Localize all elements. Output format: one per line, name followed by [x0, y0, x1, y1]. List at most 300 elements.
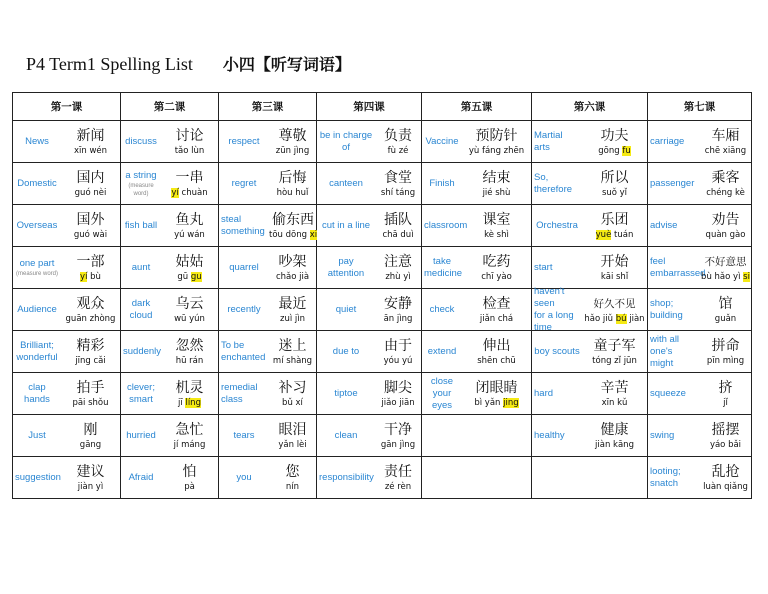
pinyin-text: chē xiāng — [704, 145, 747, 156]
english-text: suggestion — [15, 471, 61, 483]
pinyin-text-highlighted: yuè tuán — [595, 229, 634, 240]
english-meaning — [317, 472, 375, 484]
neutral-tone-highlight: si — [743, 271, 750, 282]
hanzi-text: 预防针 — [475, 127, 518, 144]
word-cell — [532, 205, 648, 247]
word-cell — [648, 415, 752, 457]
english-meaning — [648, 298, 700, 322]
hanzi-text: 迷上 — [278, 337, 307, 354]
english-meaning — [121, 220, 161, 232]
word-cell — [422, 331, 532, 373]
page-title — [26, 52, 351, 75]
pinyin-text: jǐ — [723, 397, 728, 408]
word-entry — [648, 247, 751, 288]
english-meaning — [13, 430, 61, 442]
hanzi-text: 不好意思 — [704, 255, 747, 268]
english-text: boy scouts — [534, 345, 580, 357]
hanzi-text: 偷东西 — [272, 211, 315, 228]
word-cell — [648, 289, 752, 331]
word-cell — [219, 331, 317, 373]
english-meaning — [532, 346, 582, 358]
pinyin-text: tóng zǐ jūn — [592, 355, 637, 366]
pinyin-text: jié shù — [482, 187, 511, 198]
word-cell — [317, 163, 422, 205]
english-text: fish ball — [124, 219, 158, 231]
hanzi-text: 注意 — [384, 253, 412, 270]
english-meaning — [219, 382, 269, 406]
pinyin-text: yù fáng zhēn — [468, 145, 525, 156]
pinyin-text: pà — [184, 481, 195, 492]
chinese-word — [582, 421, 647, 451]
chinese-word — [269, 463, 316, 493]
english-meaning — [121, 382, 161, 406]
english-text: News — [25, 135, 49, 147]
word-entry — [422, 247, 531, 288]
word-entry — [121, 163, 218, 204]
word-entry — [648, 205, 751, 246]
chinese-word — [462, 253, 531, 283]
chinese-word — [582, 211, 647, 241]
english-meaning — [13, 472, 61, 484]
chinese-word — [61, 253, 120, 283]
word-entry — [219, 121, 316, 162]
word-cell — [422, 289, 532, 331]
chinese-word — [61, 211, 120, 241]
chinese-word — [700, 379, 751, 409]
word-cell — [422, 121, 532, 163]
hanzi-text: 尊敬 — [278, 127, 307, 144]
english-meaning — [121, 136, 161, 148]
english-text: hurried — [126, 429, 156, 441]
chinese-word — [375, 295, 421, 325]
word-cell — [422, 247, 532, 289]
english-text: regret — [231, 177, 257, 189]
empty-cell — [532, 457, 648, 499]
word-cell — [219, 373, 317, 415]
word-entry — [219, 457, 316, 498]
chinese-word — [700, 211, 751, 241]
hanzi-text: 功夫 — [600, 127, 629, 144]
english-meaning — [13, 220, 61, 232]
english-text: classroom — [424, 219, 468, 231]
hanzi-text: 所以 — [600, 169, 629, 186]
pinyin-text: xīn wén — [73, 145, 108, 156]
word-cell — [422, 373, 532, 415]
chinese-word — [269, 127, 316, 157]
english-text: due to — [332, 345, 360, 357]
english-meaning — [422, 346, 462, 358]
english-meaning — [121, 430, 161, 442]
english-meaning — [13, 304, 61, 316]
english-text: quarrel — [229, 261, 259, 273]
english-meaning — [422, 256, 462, 280]
word-cell — [648, 121, 752, 163]
english-text: Finish — [429, 177, 455, 189]
word-entry — [648, 289, 751, 330]
english-meaning — [422, 136, 462, 148]
chinese-word — [375, 337, 421, 367]
chinese-word — [375, 169, 421, 199]
english-meaning — [532, 220, 582, 232]
english-text: Audience — [17, 303, 57, 315]
word-entry — [13, 289, 120, 330]
hanzi-text: 您 — [285, 463, 300, 480]
english-text: squeeze — [650, 387, 686, 399]
neutral-tone-highlight: xi — [309, 229, 318, 240]
pinyin-text-highlighted: yí bù — [80, 271, 101, 282]
word-cell — [648, 247, 752, 289]
english-meaning — [648, 136, 700, 148]
hanzi-text: 插队 — [384, 211, 412, 228]
chinese-word — [700, 127, 751, 157]
table-row — [13, 457, 752, 499]
pinyin-text: guó nèi — [74, 187, 107, 198]
word-entry — [219, 205, 316, 246]
word-entry — [422, 121, 531, 162]
word-cell — [532, 415, 648, 457]
english-text: you — [236, 471, 252, 483]
english-meaning — [422, 178, 462, 190]
english-meaning — [532, 130, 582, 154]
neutral-tone-highlight: yí — [171, 187, 179, 198]
english-text: feel embarrassed — [650, 255, 706, 279]
hanzi-text: 一部 — [76, 253, 105, 270]
word-entry — [648, 121, 751, 162]
english-text: Martial arts — [534, 129, 563, 153]
chinese-word — [61, 295, 120, 325]
english-text: looting; snatch — [650, 465, 681, 489]
hanzi-text: 后悔 — [278, 169, 307, 186]
table-row — [13, 247, 752, 289]
word-cell — [13, 373, 121, 415]
empty-cell — [422, 415, 532, 457]
chinese-word — [61, 379, 120, 409]
word-cell — [532, 163, 648, 205]
word-cell — [317, 205, 422, 247]
chinese-word — [61, 127, 120, 157]
lesson-5-header: 第五课 — [422, 93, 532, 121]
english-meaning — [648, 334, 700, 370]
english-meaning — [219, 136, 269, 148]
pinyin-text: guān zhòng — [65, 313, 116, 324]
pinyin-text: gān jìng — [380, 439, 416, 450]
pinyin-text: guǎn — [714, 313, 737, 324]
pinyin-text: yǎn lèi — [278, 439, 307, 450]
english-meaning — [121, 346, 161, 358]
english-text: To be enchanted — [221, 339, 266, 363]
chinese-word — [375, 211, 421, 241]
word-cell — [422, 205, 532, 247]
english-meaning — [317, 178, 375, 190]
word-entry — [422, 373, 531, 414]
chinese-word — [582, 337, 647, 367]
word-entry — [121, 373, 218, 414]
hanzi-text: 安静 — [384, 295, 412, 312]
hanzi-text: 车厢 — [711, 127, 740, 144]
word-cell — [121, 247, 219, 289]
english-meaning — [532, 388, 582, 400]
word-entry — [317, 205, 421, 246]
word-cell — [13, 415, 121, 457]
english-meaning — [219, 340, 269, 364]
word-entry — [219, 373, 316, 414]
english-meaning — [532, 430, 582, 442]
english-text: Overseas — [16, 219, 58, 231]
pinyin-text: mí shàng — [272, 355, 313, 366]
hanzi-text: 馆 — [718, 295, 733, 312]
word-entry — [13, 121, 120, 162]
word-entry — [317, 163, 421, 204]
word-entry — [532, 163, 647, 204]
word-cell — [532, 247, 648, 289]
word-cell — [648, 457, 752, 499]
chinese-word — [582, 253, 647, 283]
word-entry — [13, 247, 120, 288]
pinyin-text: hū rán — [175, 355, 204, 366]
pinyin-text: jiǎo jiān — [381, 397, 415, 408]
english-meaning — [219, 430, 269, 442]
hanzi-text: 怕 — [182, 463, 197, 480]
chinese-word — [582, 295, 647, 325]
pinyin-text: chā duì — [382, 229, 414, 240]
word-entry — [317, 247, 421, 288]
chinese-word — [700, 253, 751, 283]
english-meaning — [121, 472, 161, 484]
word-entry — [13, 331, 120, 372]
word-entry — [422, 163, 531, 204]
table-row — [13, 163, 752, 205]
english-text: hard — [534, 387, 554, 399]
chinese-word — [269, 379, 316, 409]
table-row — [13, 121, 752, 163]
english-text: clap hands — [24, 381, 50, 405]
pinyin-text-highlighted: gū gu — [177, 271, 202, 282]
neutral-tone-highlight: líng — [185, 397, 201, 408]
hanzi-text: 乘客 — [711, 169, 740, 186]
english-text: suddenly — [123, 345, 162, 357]
hanzi-text: 拼命 — [711, 337, 740, 354]
word-cell — [532, 373, 648, 415]
english-meaning — [532, 286, 582, 334]
pinyin-text: jiàn kāng — [595, 439, 634, 450]
word-entry — [13, 373, 120, 414]
word-entry — [13, 457, 120, 498]
pinyin-text: gāng — [79, 439, 102, 450]
english-meaning — [317, 388, 375, 400]
word-cell — [13, 163, 121, 205]
hanzi-text: 拍手 — [76, 379, 105, 396]
word-entry — [317, 331, 421, 372]
hanzi-text: 开始 — [600, 253, 629, 270]
english-text: check — [429, 303, 455, 315]
word-entry — [648, 373, 751, 414]
chinese-word — [462, 211, 531, 241]
word-entry — [532, 331, 647, 372]
english-text: passenger — [650, 177, 695, 189]
table-row — [13, 331, 752, 373]
word-entry — [121, 205, 218, 246]
lesson-4-header: 第四课 — [317, 93, 422, 121]
hanzi-text: 童子军 — [593, 337, 636, 354]
chinese-word — [161, 463, 218, 493]
table-row — [13, 415, 752, 457]
pinyin-text: shí táng — [380, 187, 416, 198]
english-meaning — [648, 220, 700, 232]
chinese-word — [582, 127, 647, 157]
english-meaning — [219, 262, 269, 274]
word-entry — [317, 373, 421, 414]
pinyin-text: zūn jìng — [275, 145, 310, 156]
english-text: close your eyes — [430, 375, 454, 411]
hanzi-text: 检查 — [482, 295, 511, 312]
pinyin-text: tǎo lùn — [174, 145, 205, 156]
hanzi-text: 补习 — [278, 379, 307, 396]
hanzi-text: 乐团 — [600, 211, 629, 228]
english-text: respect — [228, 135, 260, 147]
word-cell — [532, 285, 648, 333]
pinyin-text: yóu yú — [383, 355, 413, 366]
word-cell — [317, 121, 422, 163]
hanzi-text: 脚尖 — [384, 379, 412, 396]
hanzi-text: 吃药 — [482, 253, 511, 270]
spelling-table — [12, 92, 752, 499]
pinyin-text: zé rèn — [384, 481, 412, 492]
english-meaning — [317, 256, 375, 280]
hanzi-text: 责任 — [384, 463, 412, 480]
chinese-word — [375, 463, 421, 493]
hanzi-text: 眼泪 — [278, 421, 307, 438]
pinyin-text: fù zé — [387, 145, 409, 156]
pinyin-text: nín — [285, 481, 300, 492]
word-entry — [121, 121, 218, 162]
word-entry — [317, 289, 421, 330]
lesson-7-header: 第七课 — [648, 93, 752, 121]
hanzi-text: 讨论 — [175, 127, 204, 144]
pinyin-text: yú wán — [174, 229, 205, 240]
chinese-word — [462, 295, 531, 325]
word-cell — [219, 289, 317, 331]
neutral-tone-highlight: yí — [80, 271, 88, 282]
word-entry — [648, 415, 751, 456]
pinyin-text: jīng cǎi — [75, 355, 106, 366]
pinyin-text: pāi shǒu — [72, 397, 109, 408]
pinyin-text: quàn gào — [705, 229, 746, 240]
chinese-word — [269, 337, 316, 367]
hanzi-text: 机灵 — [175, 379, 204, 396]
hanzi-text: 国外 — [76, 211, 105, 228]
chinese-word — [161, 295, 218, 325]
chinese-word — [462, 379, 531, 409]
word-cell — [317, 457, 422, 499]
word-cell — [121, 121, 219, 163]
word-cell — [317, 415, 422, 457]
english-meaning — [317, 130, 375, 154]
word-cell — [121, 205, 219, 247]
english-meaning — [13, 136, 61, 148]
chinese-word — [61, 463, 120, 493]
word-cell — [13, 331, 121, 373]
english-text: clean — [334, 429, 358, 441]
neutral-tone-highlight: jing — [503, 397, 519, 408]
chinese-word — [61, 337, 120, 367]
word-cell — [317, 331, 422, 373]
english-text: tiptoe — [334, 387, 358, 399]
english-meaning — [648, 255, 706, 280]
pinyin-text: hòu huǐ — [276, 187, 309, 198]
hanzi-text: 新闻 — [76, 127, 105, 144]
word-cell — [121, 163, 219, 205]
word-cell — [219, 163, 317, 205]
hanzi-text: 伸出 — [482, 337, 511, 354]
chinese-word — [375, 127, 421, 157]
word-entry — [13, 415, 120, 456]
word-cell — [121, 457, 219, 499]
chinese-word — [375, 421, 421, 451]
word-entry — [121, 415, 218, 456]
pinyin-text: zhù yì — [385, 271, 411, 282]
word-cell — [121, 415, 219, 457]
pinyin-text-highlighted: yí chuàn — [171, 187, 208, 198]
measure-word-note: (measure word) — [15, 270, 58, 277]
empty-cell — [422, 457, 532, 499]
english-meaning — [648, 178, 700, 190]
hanzi-text: 劝告 — [711, 211, 740, 228]
lesson-1-header: 第一课 — [13, 93, 121, 121]
word-cell — [317, 247, 422, 289]
english-text: carriage — [650, 135, 685, 147]
pinyin-text-highlighted: jī líng — [178, 397, 201, 408]
word-cell — [219, 121, 317, 163]
hanzi-text: 建议 — [76, 463, 105, 480]
chinese-word — [269, 253, 316, 283]
table-row — [13, 373, 752, 415]
word-entry — [532, 285, 647, 333]
word-cell — [422, 163, 532, 205]
english-text: Brilliant; wonderful — [16, 339, 58, 363]
word-cell — [13, 289, 121, 331]
english-meaning — [219, 178, 269, 190]
word-entry — [121, 247, 218, 288]
english-meaning — [13, 258, 61, 278]
pinyin-text: jiàn yì — [77, 481, 104, 492]
hanzi-text: 好久不见 — [593, 297, 636, 310]
english-text: start — [534, 261, 553, 273]
english-text: steal something — [221, 213, 265, 237]
english-text: dark cloud — [129, 297, 153, 321]
title-chinese: 小四【听写词语】 — [222, 55, 351, 74]
word-cell — [13, 121, 121, 163]
english-text: extend — [427, 345, 457, 357]
hanzi-text: 负责 — [384, 127, 412, 144]
hanzi-text: 闭眼睛 — [475, 379, 518, 396]
hanzi-text: 最近 — [278, 295, 307, 312]
pinyin-text: suǒ yǐ — [601, 187, 628, 198]
pinyin-text: wū yún — [174, 313, 205, 324]
hanzi-text: 精彩 — [76, 337, 105, 354]
pinyin-text-highlighted: tōu dōng xi — [269, 229, 318, 240]
english-text: remedial class — [221, 381, 258, 405]
chinese-word — [161, 337, 218, 367]
word-entry — [532, 205, 647, 246]
english-meaning — [121, 298, 161, 322]
english-meaning — [13, 178, 61, 190]
word-entry — [219, 247, 316, 288]
english-text: quiet — [335, 303, 357, 315]
english-meaning — [219, 214, 269, 238]
hanzi-text: 健康 — [600, 421, 629, 438]
neutral-tone-highlight: gu — [190, 271, 202, 282]
word-entry — [648, 163, 751, 204]
